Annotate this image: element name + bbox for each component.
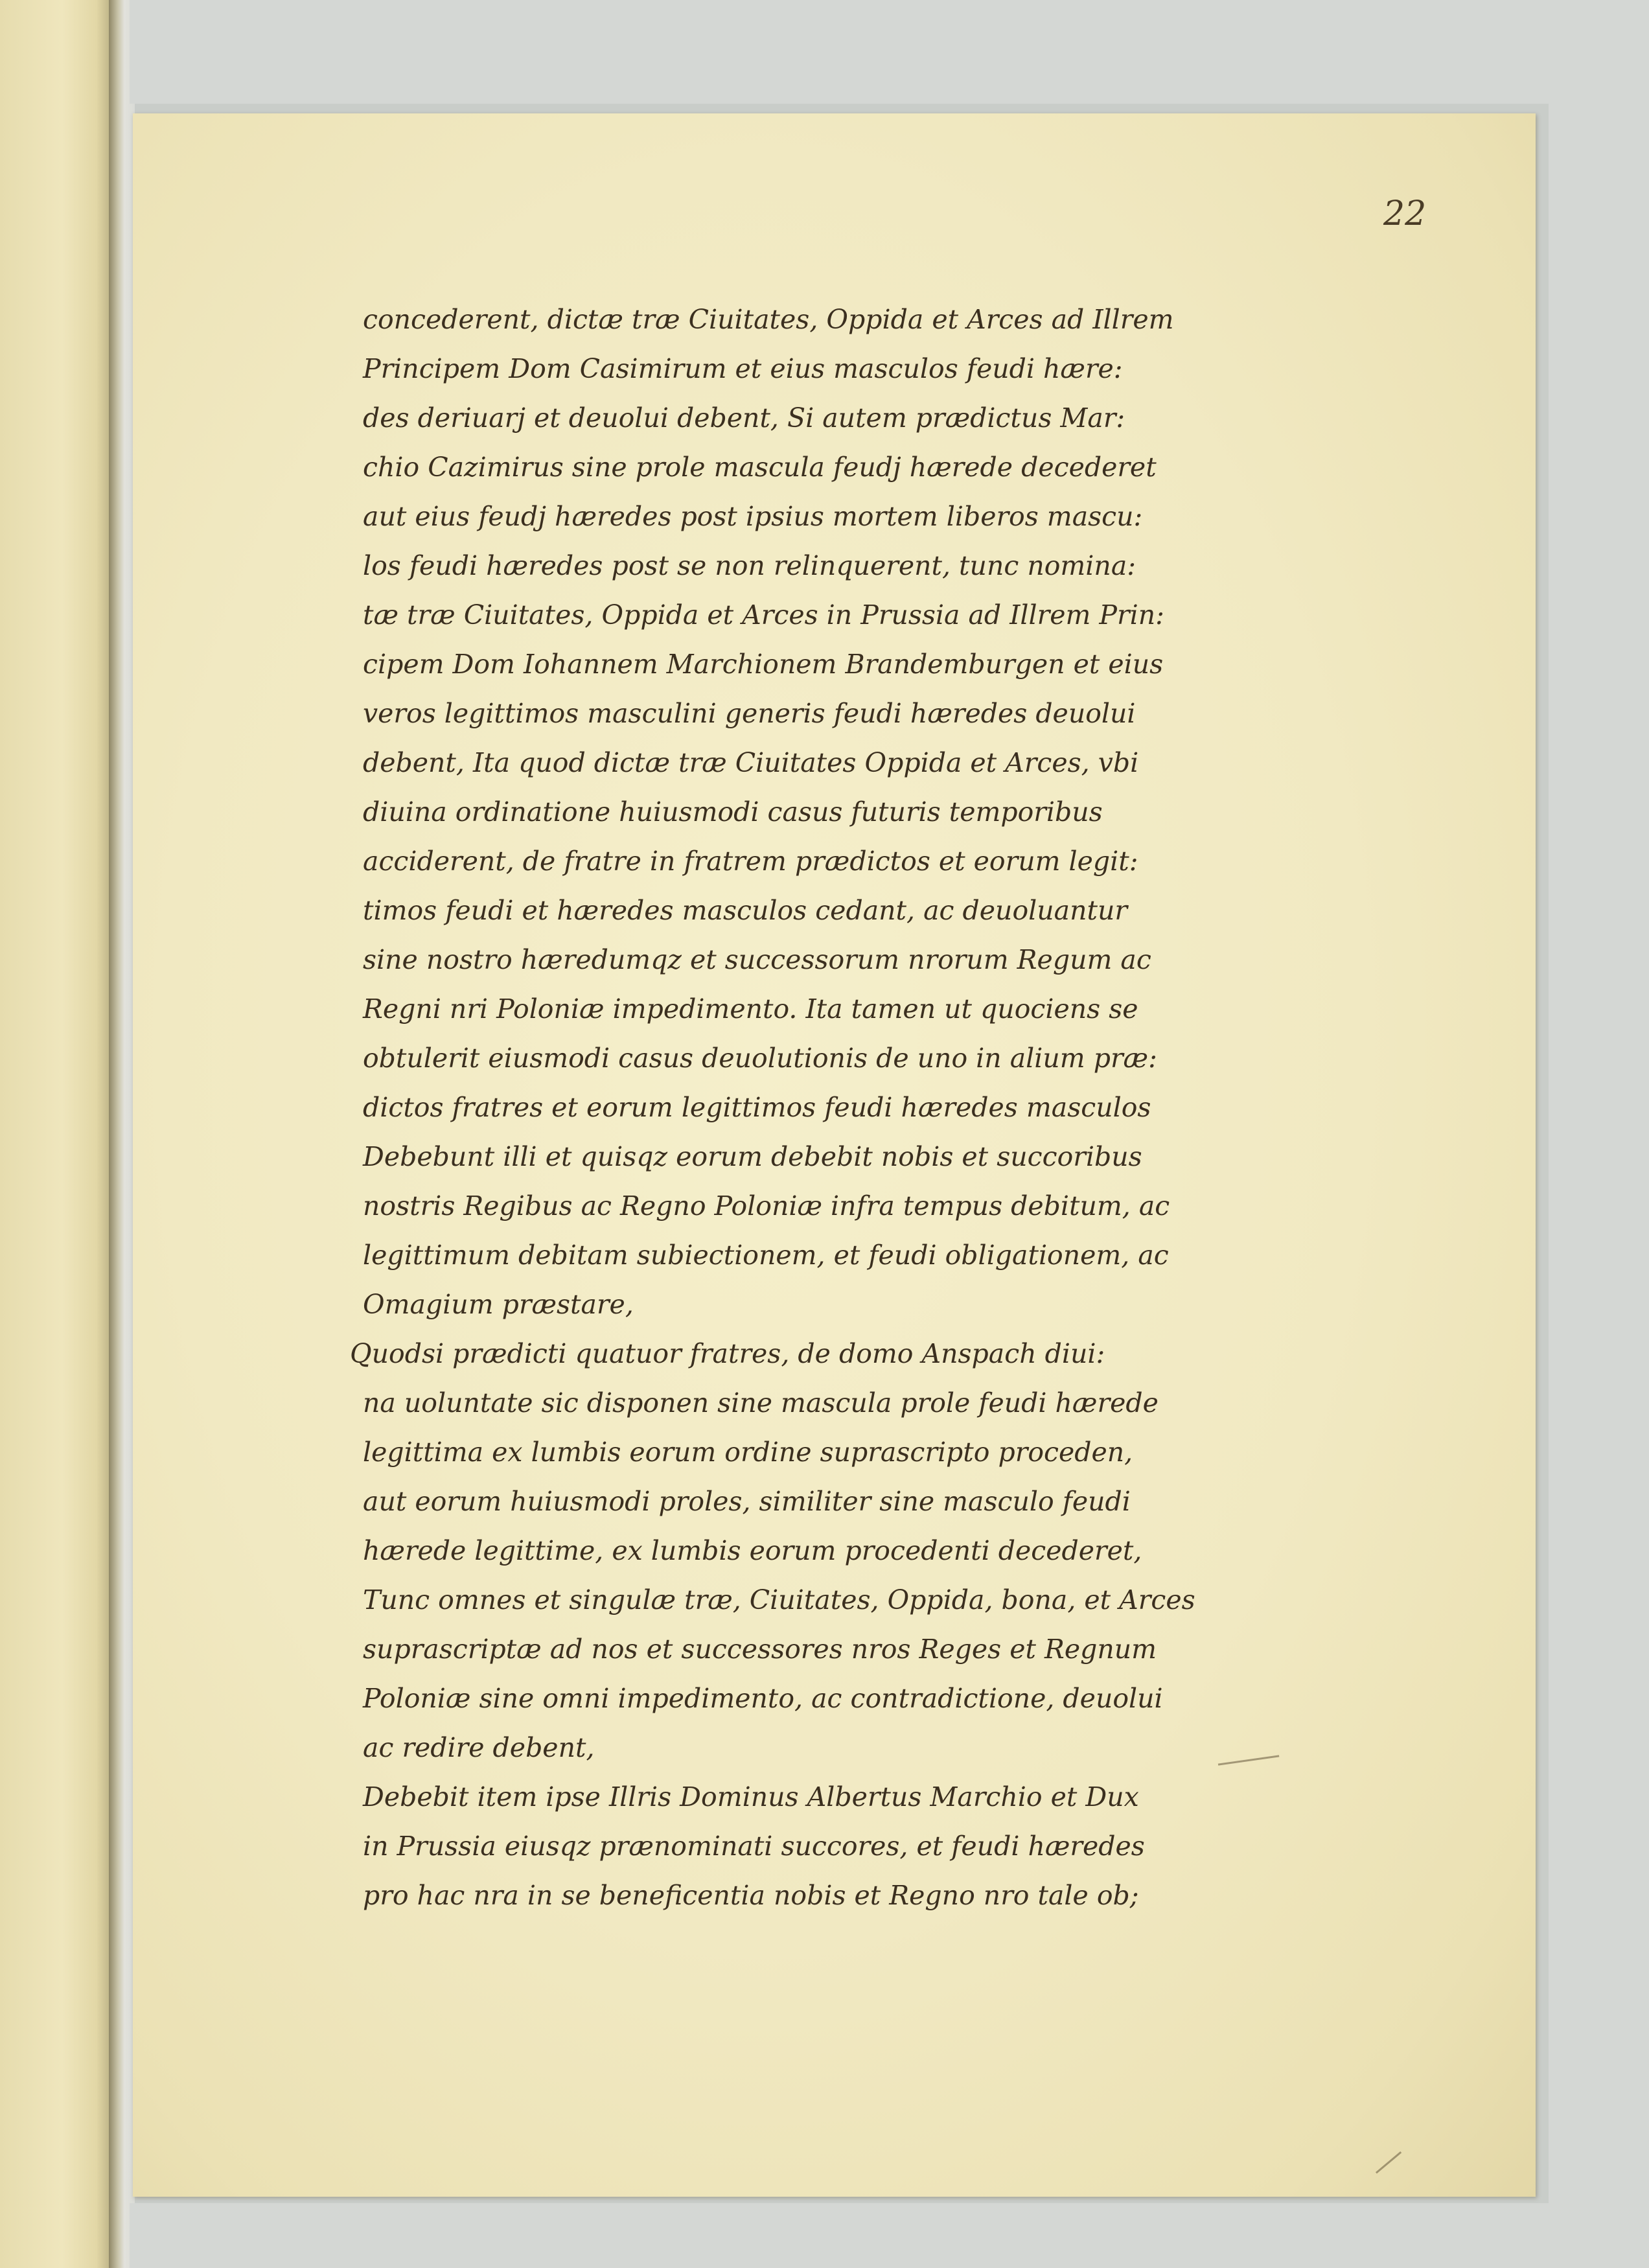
text-line: Omagium præstare, <box>363 1289 634 1320</box>
manuscript-text <box>350 295 1257 1920</box>
book-gutter <box>109 0 135 2268</box>
text-line: veros legittimos masculini generis feudi hæredes deuolui <box>363 698 1136 729</box>
text-line: aut eorum huiusmodi proles, similiter sine masculo feudi <box>363 1486 1131 1517</box>
text-line: hærede legittime, ex lumbis eorum procedenti decederet, <box>363 1535 1142 1566</box>
text-line: na uoluntate sic disponen sine mascula prole feudi hærede <box>363 1387 1159 1418</box>
text-line: chio Cazimirus sine prole mascula feudj hærede decederet <box>363 452 1157 483</box>
text-line: cipem Dom Iohannem Marchionem Brandemburgen et eius <box>363 649 1164 680</box>
text-line: Debebunt illi et quisqz eorum debebit nobis et succoribus <box>363 1141 1142 1172</box>
scan-backdrop-bottom <box>130 2203 1649 2268</box>
text-line: timos feudi et hæredes masculos cedant, ac deuoluantur <box>363 895 1127 926</box>
text-line: debent, Ita quod dictæ træ Ciuitates Oppida et Arces, vbi <box>363 747 1139 778</box>
text-line: nostris Regibus ac Regno Poloniæ infra tempus debitum, ac <box>363 1190 1170 1221</box>
text-line: los feudi hæredes post se non relinquerent, tunc nomina: <box>363 550 1136 581</box>
text-line: Regni nri Poloniæ impedimento. Ita tamen ut quociens se <box>363 993 1138 1024</box>
text-line: dictos fratres et eorum legittimos feudi hæredes masculos <box>363 1092 1151 1123</box>
facing-page-edge <box>0 0 113 2268</box>
text-line: legittimum debitam subiectionem, et feudi obligationem, ac <box>363 1240 1169 1271</box>
text-line: Poloniæ sine omni impedimento, ac contradictione, deuolui <box>363 1683 1163 1714</box>
paragraph-start-line: Quodsi prædicti quatuor fratres, de domo Anspach diui: <box>350 1338 1105 1369</box>
text-line: tæ træ Ciuitates, Oppida et Arces in Prussia ad Illrem Prin: <box>363 599 1164 631</box>
text-line: diuina ordinatione huiusmodi casus futuris temporibus <box>363 796 1103 827</box>
text-line: in Prussia eiusqz prænominati succores, et feudi hæredes <box>363 1831 1145 1862</box>
text-line: Tunc omnes et singulæ træ, Ciuitates, Oppida, bona, et Arces <box>363 1584 1195 1615</box>
paragraph-start-line: Debebit item ipse Illris Dominus Albertus Marchio et Dux <box>363 1781 1139 1812</box>
scan-backdrop-top <box>130 0 1649 104</box>
scan-backdrop-right <box>1549 0 1649 2268</box>
text-line: aut eius feudj hæredes post ipsius mortem liberos mascu: <box>363 501 1143 532</box>
text-line: legittima ex lumbis eorum ordine suprascripto proceden, <box>363 1437 1133 1468</box>
text-line: Principem Dom Casimirum et eius masculos feudi hære: <box>363 353 1123 384</box>
text-line: pro hac nra in se beneficentia nobis et Regno nro tale ob; <box>363 1880 1139 1911</box>
text-line: suprascriptæ ad nos et successores nros Reges et Regnum <box>363 1634 1157 1665</box>
text-line: acciderent, de fratre in fratrem prædictos et eorum legit: <box>363 846 1138 877</box>
folio-number: 22 <box>1383 194 1427 233</box>
text-line: ac redire debent, <box>363 1732 595 1763</box>
text-line: obtulerit eiusmodi casus deuolutionis de uno in alium præ: <box>363 1043 1157 1074</box>
text-line: sine nostro hæredumqz et successorum nrorum Regum ac <box>363 944 1151 975</box>
text-line: concederent, dictæ træ Ciuitates, Oppida et Arces ad Illrem <box>363 304 1174 335</box>
text-line: des deriuarj et deuolui debent, Si autem prædictus Mar: <box>363 402 1125 434</box>
